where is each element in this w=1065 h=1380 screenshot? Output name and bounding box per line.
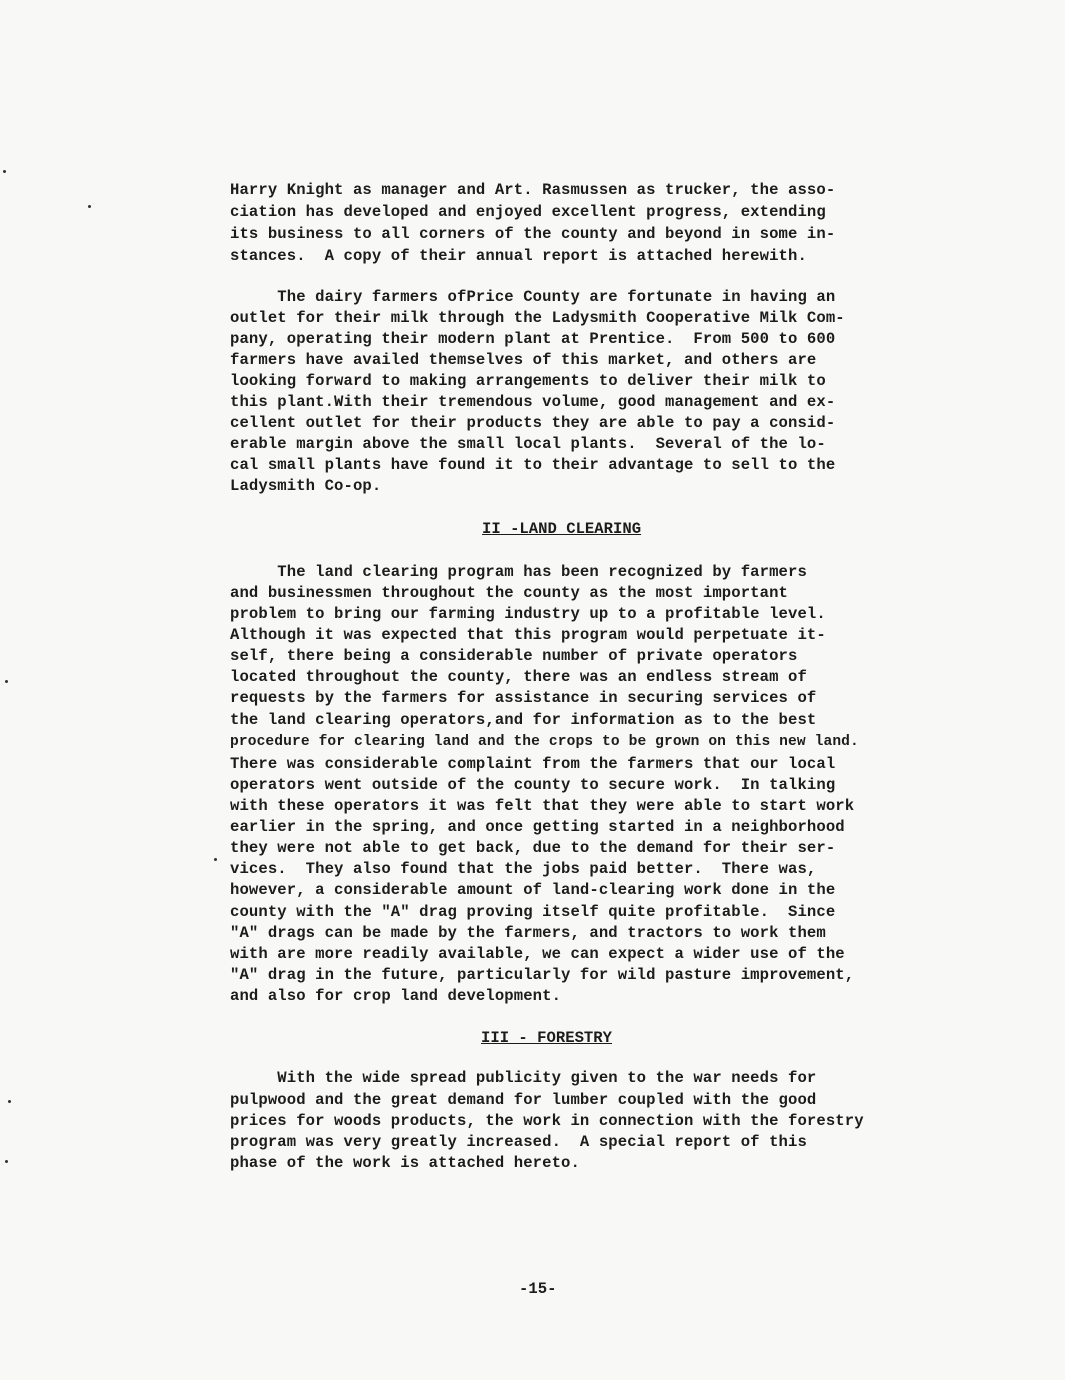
paragraph-3-line: however, a considerable amount of land-clearing work done in the xyxy=(230,881,836,899)
scan-speck xyxy=(214,858,217,861)
paragraph-2-line: erable margin above the small local plants. Several of the lo- xyxy=(230,435,826,453)
paragraph-4-line: prices for woods products, the work in connection with the forestry xyxy=(230,1112,864,1130)
paragraph-2-line: The dairy farmers ofPrice County are fortunate in having an xyxy=(230,288,836,306)
paragraph-3-line: "A" drag in the future, particularly for wild pasture improvement, xyxy=(230,966,855,984)
paragraph-3-line: vices. They also found that the jobs paid better. There was, xyxy=(230,860,817,878)
paragraph-2-line: looking forward to making arrangements to deliver their milk to xyxy=(230,372,826,390)
scan-speck xyxy=(3,170,6,173)
paragraph-1-line: its business to all corners of the county and beyond in some in- xyxy=(230,225,836,243)
paragraph-2-line: Ladysmith Co-op. xyxy=(230,477,382,495)
paragraph-3-line: the land clearing operators,and for information as to the best xyxy=(230,711,817,729)
paragraph-2-line: cal small plants have found it to their advantage to sell to the xyxy=(230,456,836,474)
paragraph-3-line: problem to bring our farming industry up to a profitable level. xyxy=(230,605,826,623)
paragraph-2-line: pany, operating their modern plant at Prentice. From 500 to 600 xyxy=(230,330,836,348)
paragraph-2-line: cellent outlet for their products they are able to pay a consid- xyxy=(230,414,836,432)
paragraph-3-line: operators went outside of the county to secure work. In talking xyxy=(230,776,836,794)
paragraph-4-line: With the wide spread publicity given to the war needs for xyxy=(230,1069,817,1087)
paragraph-4-line: phase of the work is attached hereto. xyxy=(230,1154,580,1172)
paragraph-2-line: farmers have availed themselves of this market, and others are xyxy=(230,351,817,369)
page-number: -15- xyxy=(519,1280,557,1298)
scan-speck xyxy=(88,205,91,208)
section-heading-land-clearing: II -LAND CLEARING xyxy=(482,520,642,538)
paragraph-1-line: Harry Knight as manager and Art. Rasmussen as trucker, the asso- xyxy=(230,181,836,199)
paragraph-3-line: located throughout the county, there was an endless stream of xyxy=(230,668,807,686)
scan-speck xyxy=(8,1100,11,1103)
paragraph-3-line: Although it was expected that this program would perpetuate it- xyxy=(230,626,826,644)
paragraph-3-line: "A" drags can be made by the farmers, and tractors to work them xyxy=(230,924,826,942)
paragraph-4-line: pulpwood and the great demand for lumber coupled with the good xyxy=(230,1091,817,1109)
paragraph-3-line: and businessmen throughout the county as the most important xyxy=(230,584,789,602)
paragraph-3-line: with these operators it was felt that they were able to start work xyxy=(230,797,855,815)
paragraph-3-line: and also for crop land development. xyxy=(230,987,562,1005)
paragraph-2-line: outlet for their milk through the Ladysmith Cooperative Milk Com- xyxy=(230,309,845,327)
paragraph-3-line: The land clearing program has been recognized by farmers xyxy=(230,563,807,581)
paragraph-1-line: stances. A copy of their annual report is attached herewith. xyxy=(230,247,807,265)
paragraph-3-line: with are more readily available, we can expect a wider use of the xyxy=(230,945,845,963)
scan-speck xyxy=(5,1160,8,1163)
paragraph-1-line: ciation has developed and enjoyed excellent progress, extending xyxy=(230,203,826,221)
paragraph-3-line: requests by the farmers for assistance in securing services of xyxy=(230,689,817,707)
paragraph-2-line: this plant.With their tremendous volume, good management and ex- xyxy=(230,393,836,411)
paragraph-3-line: county with the "A" drag proving itself quite profitable. Since xyxy=(230,903,836,921)
scan-speck xyxy=(5,680,8,683)
paragraph-3-line: they were not able to get back, due to the demand for their ser- xyxy=(230,839,836,857)
paragraph-3-line: procedure for clearing land and the crops to be grown on this new land. xyxy=(230,734,859,750)
paragraph-4-line: program was very greatly increased. A special report of this xyxy=(230,1133,807,1151)
section-heading-forestry: III - FORESTRY xyxy=(481,1029,613,1047)
paragraph-3-line: earlier in the spring, and once getting started in a neighborhood xyxy=(230,818,845,836)
paragraph-3-line: There was considerable complaint from the farmers that our local xyxy=(230,755,836,773)
paragraph-3-line: self, there being a considerable number of private operators xyxy=(230,647,798,665)
